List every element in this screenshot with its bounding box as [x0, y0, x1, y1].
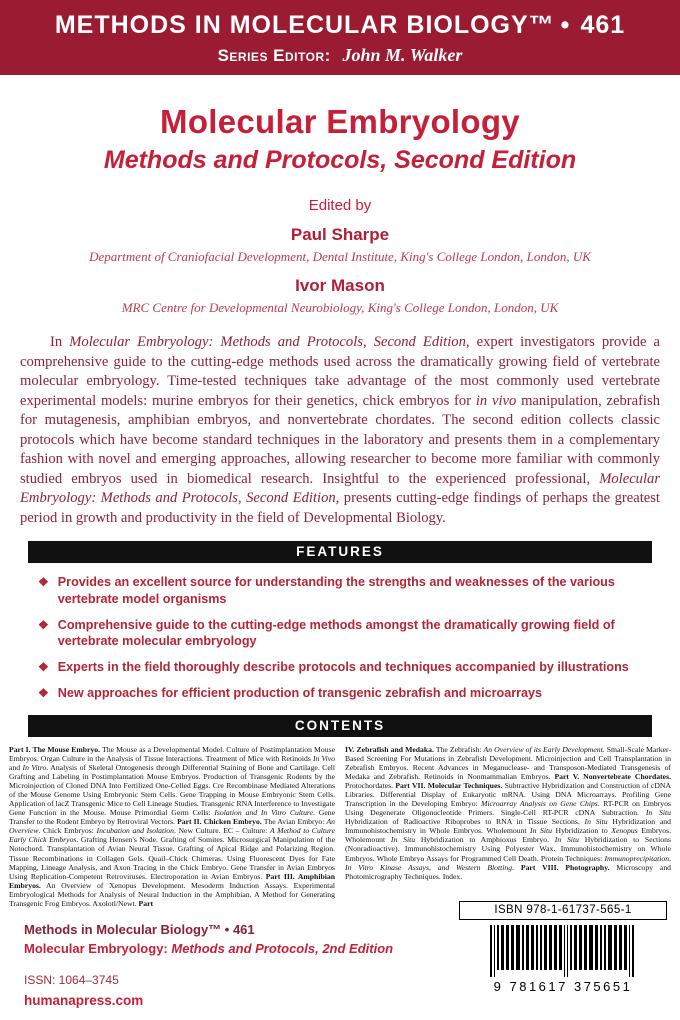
footer-imprint [24, 922, 393, 1008]
series-title: METHODS IN MOLECULAR BIOLOGY™ [54, 11, 555, 39]
editor-affiliation-2: MRC Centre for Developmental Neurobiology, King's College London, London, UK [121, 300, 559, 315]
feature-text: Comprehensive guide to the cutting-edge methods amongst the dramatically growing field of vertebrate molecular embryology [57, 617, 615, 649]
footer-series-line: Methods in Molecular Biology™ • 461 [24, 922, 255, 937]
series-header [0, 0, 680, 75]
features-heading: FEATURES [28, 541, 652, 563]
footer-book-title: Molecular Embryology: [24, 941, 168, 956]
barcode-block [459, 901, 667, 994]
feature-item [38, 617, 650, 650]
features-list [38, 574, 650, 701]
feature-text: New approaches for efficient production of transgenic zebrafish and microarrays [57, 685, 543, 700]
series-title-line [0, 11, 680, 40]
editor-name-1: Paul Sharpe [290, 225, 390, 244]
diamond-bullet-icon: ❖ [38, 685, 49, 700]
editor-name-2: Ivor Mason [295, 276, 385, 295]
feature-item [38, 574, 650, 607]
contents-left-column: Part I. The Mouse Embryo. The Mouse as a Developmental Model. Culture of Postimplantation Mouse Embryos. Organ Culture in the Analysis of Tissue Interactions. Treatment of Mice with Retinoids In Vivo and In Vitro. Analysis of Skeletal Ontogenesis through Differential Staining of Bone and Cartilage. Cell Grafting and Labeling in Postimplantation Mouse Embryos. Production of Transgenic Rodents by the Microinjection of Cloned DNA Into Fertilized One-Celled Eggs. Cre Recombinase Mediated Alterations of the Mouse Genome Using Embryonic Stem Cells. Gene Trapping in Mouse Embryonic Stem Cells. Application of lacZ Transgenic Mice to Cell Lineage Studies. Transgenic RNA Interference to Investigate Gene Function in the Mouse. Mouse Primordial Germ Cells: Isolation and In Vitro Culture. Gene Transfer to the Rodent Embryo by Retroviral Vectors. Part II. Chicken Embryo. The Avian Embryo: An Overview. Chick Embryos: Incubation and Isolation. New Culture. EC – Culture: A Method to Culture Early Chick Embryos. Grafting Hensen's Node. Grafting of Somites. Microsurgical Manipulation of the Notochord. Transplantation of Avian Neural Tissue. Grafting of Apical Ridge and Polarizing Region. Tissue Recombinations in Collagen Gels. Quail–Chick Chimeras. Using Fluorescent Dyes for Fate Mapping, Lineage Analysis, and Axon Tracing in the Chick Embryo. Gene Transfer in Avian Embryos Using Replication-Competent Retroviruses. Electroporation in Avian Embryos. Part III. Amphibian Embryos. An Overview of Xenopus Development. Mesoderm Induction Assays. Experimental Embryological Methods for Analysis of Neural Induction in the Amphibian. A Method for Generating Transgenic Frog Embryos. Axolotl/Newt. Part [9, 744, 336, 908]
issn-line: ISSN: 1064–3745 [24, 973, 119, 987]
isbn-label: ISBN 978-1-61737-565-1 [459, 901, 667, 920]
contents-right-column: IV. Zebrafish and Medaka. The Zebrafish: An Overview of its Early Development. Small-Scale Marker-Based Screening For Mutations in Zebrafish Development. Microinjection and Cell Transplantation in Zebrafish Embryos. Recent Advances in Meganuclease- and Transposon-Mediated Transgenesis of Medaka and Zebrafish. Retinoids in Nonmammalian Embryos. Part V. Nonvertebrate Chordates. Protochordates. Part VII. Molecular Techniques. Subtractive Hybridization and Construction of cDNA Libraries. Differential Display of Eukaryotic mRNA. Using DNA Microarrays. Profiling Gene Transcription in the Developing Embryo: Microarray Analysis on Gene Chips. RT-PCR on Embryos Using Degenerate Oligonucleotide Primers. Single-Cell RT-PCR cDNA Subtraction. In Situ Hybridization of Radioactive Riboprobes to RNA in Tissue Sections. In Situ Hybridization and Immunohistochemistry in Whole Embryos. Wholemount In Situ Hybridization to Xenopus Embryos. Wholemount In Situ Hybridization to Amphioxus Embryo. In Situ Hybridization to Sections (Nonradioactive). Immunohistochemistry Using Polyester Wax. Immunohistochemistry on Whole Embryos. Whole Embryo Assays for Programmed Cell Death. Protein Techniques: Immunoprecipitation, In Vitro Kinase Assays, and Western Blotting. Part VIII. Photography. Microscopy and Photomicrography Techniques. Index. [345, 744, 671, 881]
editor-affiliation-1: Department of Craniofacial Development, Dental Institute, King's College London, London, UK [89, 249, 591, 264]
footer-book-line [24, 941, 393, 956]
contents-heading: CONTENTS [28, 715, 652, 737]
series-editor-name: John M. Walker [342, 45, 463, 65]
feature-item [38, 659, 650, 676]
book-subtitle: Methods and Protocols, Second Edition [103, 146, 577, 174]
footer-book-subtitle: Methods and Protocols, 2nd Edition [167, 941, 394, 956]
volume-bullet: • [560, 11, 571, 39]
volume-number: 461 [580, 11, 626, 39]
publisher-website: humanapress.com [24, 993, 144, 1008]
diamond-bullet-icon: ❖ [38, 659, 49, 674]
diamond-bullet-icon: ❖ [38, 617, 49, 632]
contents-section [9, 745, 671, 908]
series-editor-label: Series Editor: [217, 46, 331, 65]
diamond-bullet-icon: ❖ [38, 575, 49, 590]
book-title: Molecular Embryology [160, 103, 520, 140]
feature-text: Provides an excellent source for understanding the strengths and weaknesses of the various vertebrate model organisms [57, 575, 615, 607]
feature-item [38, 685, 650, 702]
barcode-digits: 9 781617 375651 [493, 979, 633, 994]
feature-text: Experts in the field thoroughly describe protocols and techniques accompanied by illustrations [57, 659, 629, 674]
barcode-bars [459, 925, 667, 977]
series-editor-line [0, 45, 680, 66]
edited-by-label: Edited by [308, 197, 372, 214]
book-description: In Molecular Embryology: Methods and Protocols, Second Edition, expert investigators provide a comprehensive guide to the cutting-edge methods used across the dramatically growing field of vertebrate molecular embryology. Time-tested techniques take advantage of the most commonly used vertebrate experimental models: murine embryos for their genetics, chick embryos for in vivo manipulation, zebrafish for mutagenesis, amphibian embryos, and nonvertebrate chordates. The second edition collects classic protocols which have become standard techniques in the laboratory and presents them in a complementary fashion with novel and emerging approaches, allowing researcher to become more familiar with commonly studied embryos used in biomedical research. Insightful to the experienced professional, Molecular Embryology: Methods and Protocols, Second Edition, presents cutting-edge findings of perhaps the greatest period in growth and productivity in the field of Developmental Biology. [20, 334, 660, 526]
